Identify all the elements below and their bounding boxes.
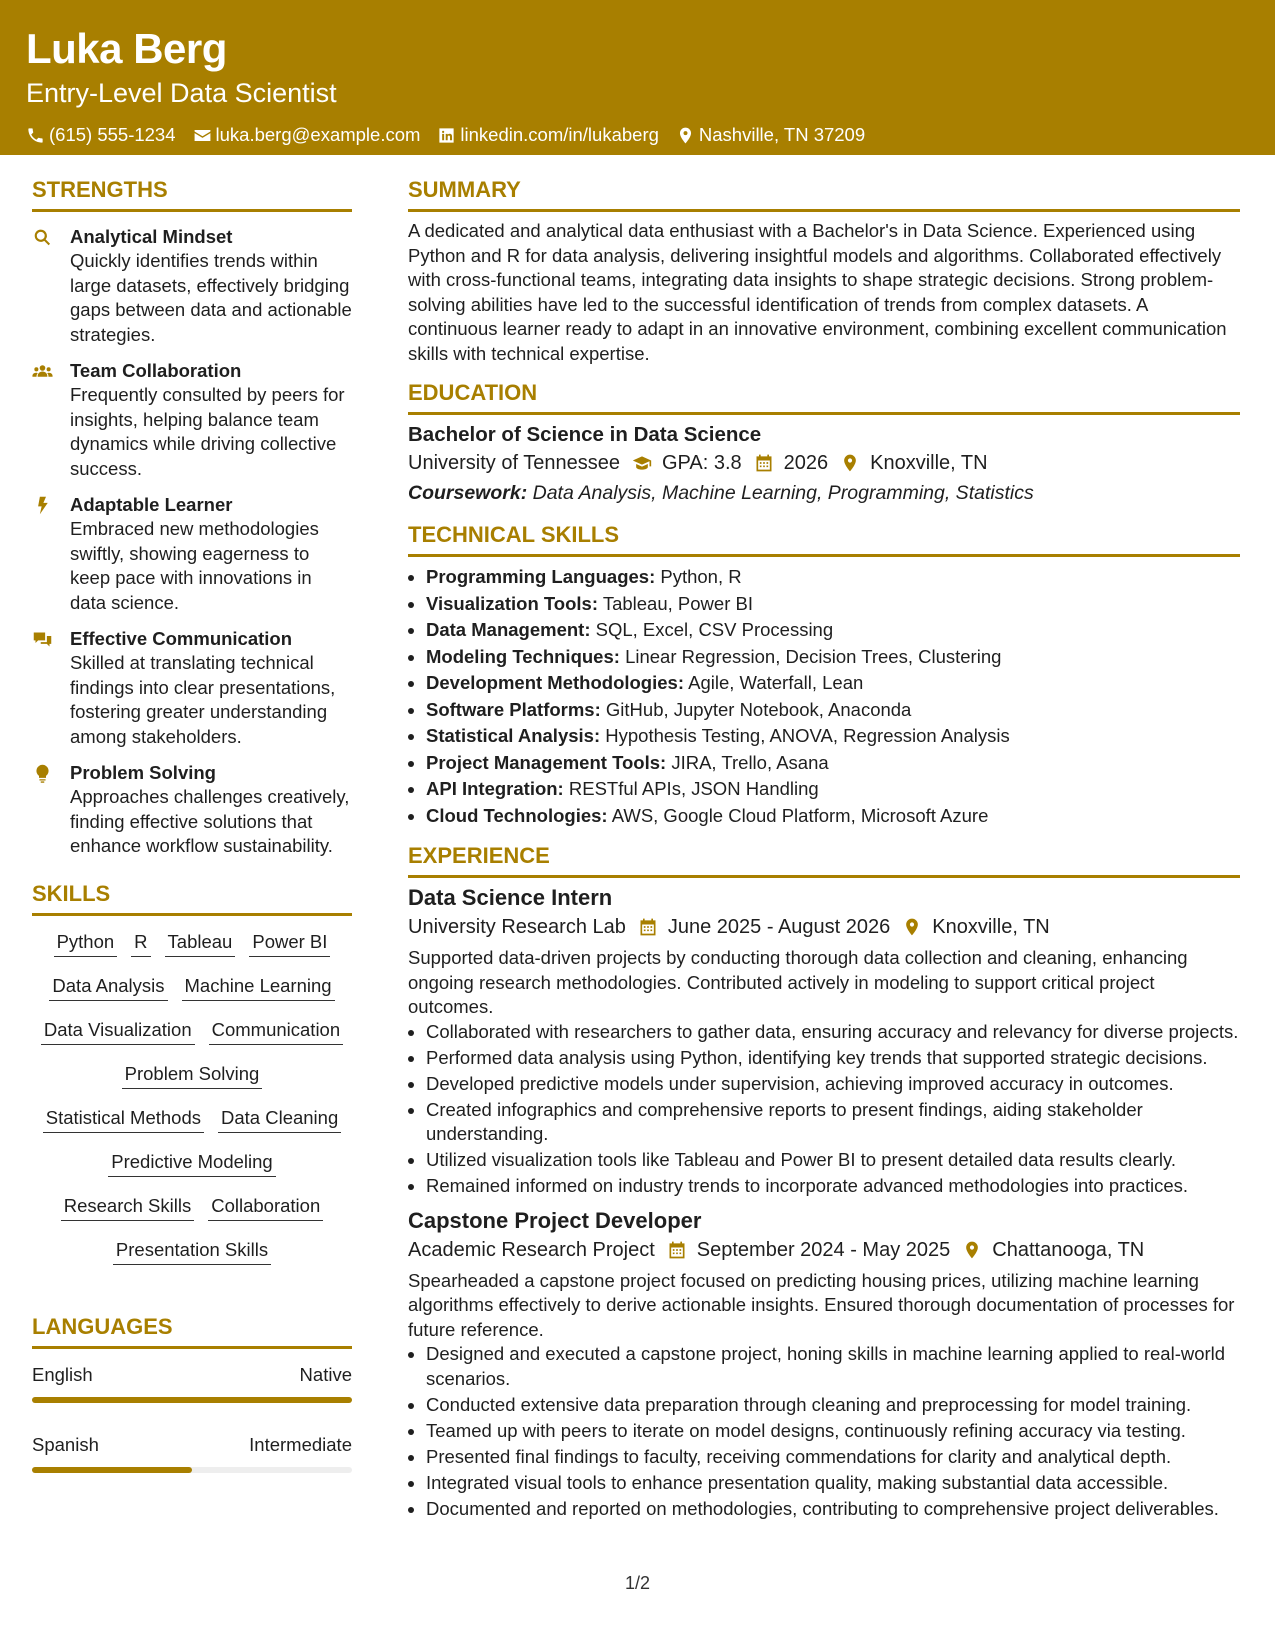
envelope-icon <box>193 126 212 145</box>
tech-skill-item: • Project Management Tools: JIRA, Trello, Asana <box>426 750 1240 777</box>
strengths-heading: STRENGTHS <box>32 177 352 212</box>
magnifier-icon <box>32 227 53 248</box>
strengths-section <box>32 177 352 859</box>
skill-tag: Presentation Skills <box>113 1238 271 1265</box>
strength-item <box>32 225 352 347</box>
map-pin-icon <box>902 917 922 937</box>
linkedin-text: linkedin.com/in/lukaberg <box>460 124 659 145</box>
tech-skill-item: • Cloud Technologies: AWS, Google Cloud Platform, Microsoft Azure <box>426 803 1240 830</box>
job-org: Academic Research Project <box>408 1238 655 1261</box>
education-meta <box>408 448 1240 478</box>
skill-tag: Statistical Methods <box>43 1106 204 1133</box>
job-bullet: • Documented and reported on methodologies, contributing to comprehensive project deliverables. <box>426 1497 1240 1522</box>
contact-phone <box>26 124 176 146</box>
language-level: Native <box>299 1363 352 1385</box>
language-bar <box>32 1467 352 1473</box>
graduation-year: 2026 <box>783 452 829 474</box>
strength-item <box>32 761 352 859</box>
tech-skill-item: • Development Methodologies: Agile, Waterfall, Lean <box>426 670 1240 697</box>
technical-skills-heading: TECHNICAL SKILLS <box>408 522 1240 557</box>
job-dates: June 2025 - August 2026 <box>667 916 891 938</box>
technical-skills-section <box>408 522 1240 829</box>
job-entry <box>408 1207 1240 1522</box>
language-item <box>32 1363 352 1403</box>
right-column <box>408 155 1240 1523</box>
tech-skill-item: • Data Management: SQL, Excel, CSV Processing <box>426 617 1240 644</box>
job-bullet: • Teamed up with peers to iterate on model designs, continuously refining accuracy via testing. <box>426 1419 1240 1444</box>
users-icon <box>32 361 53 382</box>
language-name: English <box>32 1363 93 1385</box>
language-name: Spanish <box>32 1433 99 1455</box>
strength-title: Team Collaboration <box>70 360 242 381</box>
job-bullet: • Utilized visualization tools like Tableau and Power BI to present detailed data results clearly. <box>426 1148 1240 1173</box>
job-org: University Research Lab <box>408 916 626 938</box>
strength-item <box>32 627 352 749</box>
language-level: Intermediate <box>249 1433 352 1455</box>
job-bullet: • Remained informed on industry trends to incorporate advanced methodologies into practices. <box>426 1174 1240 1199</box>
skill-tag: Tableau <box>165 930 236 957</box>
email-text: luka.berg@example.com <box>215 124 421 145</box>
calendar-icon <box>638 917 658 937</box>
strength-desc: Frequently consulted by peers for insights, helping balance team dynamics while driving collective success. <box>70 384 345 479</box>
contact-email[interactable] <box>193 124 421 146</box>
education-heading: EDUCATION <box>408 380 1240 415</box>
job-meta <box>408 1235 1240 1265</box>
skills-heading: SKILLS <box>32 881 352 916</box>
job-bullet: • Conducted extensive data preparation through cleaning and preprocessing for model training. <box>426 1393 1240 1418</box>
strength-desc: Approaches challenges creatively, finding effective solutions that enhance workflow sustainability. <box>70 786 350 856</box>
summary-heading: SUMMARY <box>408 177 1240 212</box>
strength-title: Adaptable Learner <box>70 494 233 515</box>
skill-tag: Communication <box>209 1018 344 1045</box>
calendar-icon <box>667 1240 687 1260</box>
skill-tag: Predictive Modeling <box>108 1150 275 1177</box>
tech-skill-item: • Visualization Tools: Tableau, Power BI <box>426 591 1240 618</box>
skill-tag: Python <box>54 930 118 957</box>
skills-list <box>32 916 352 1272</box>
language-bar-fill <box>32 1397 352 1403</box>
page-number: 1/2 <box>624 1573 651 1593</box>
chat-bubbles-icon <box>32 629 53 650</box>
candidate-title: Entry-Level Data Scientist <box>26 78 337 108</box>
lightbulb-icon <box>32 763 53 784</box>
skills-section <box>32 881 352 1272</box>
job-bullet: • Performed data analysis using Python, identifying key trends that supported strategic decisions. <box>426 1046 1240 1071</box>
job-bullet: • Designed and executed a capstone project, honing skills in machine learning applied to real-world scenarios. <box>426 1342 1240 1391</box>
map-pin-icon <box>962 1240 982 1260</box>
candidate-name: Luka Berg <box>26 25 227 72</box>
contact-location <box>676 124 865 146</box>
skill-tag: Research Skills <box>61 1194 195 1221</box>
skill-tag: Data Analysis <box>49 974 167 1001</box>
job-bullet: • Developed predictive models under supervision, achieving improved accuracy in outcomes. <box>426 1072 1240 1097</box>
job-title: Data Science Intern <box>408 885 613 910</box>
calendar-icon <box>754 453 774 473</box>
coursework-list: Data Analysis, Machine Learning, Programming, Statistics <box>532 482 1034 504</box>
phone-icon <box>26 126 45 145</box>
job-description: Supported data-driven projects by conducting thorough data collection and cleaning, enhancing ongoing research methodologies. Contributed actively in modeling to support critical project outcomes. <box>408 947 1188 1017</box>
school-location: Knoxville, TN <box>870 452 988 474</box>
language-item <box>32 1433 352 1473</box>
job-dates: September 2024 - May 2025 <box>696 1238 951 1261</box>
education-section <box>408 380 1240 508</box>
job-bullet: • Created infographics and comprehensive reports to present findings, aiding stakeholder understanding. <box>426 1098 1240 1147</box>
skill-tag: Data Cleaning <box>218 1106 341 1133</box>
job-bullet: • Integrated visual tools to enhance presentation quality, making substantial data accessible. <box>426 1471 1240 1496</box>
languages-section <box>32 1314 352 1473</box>
job-bullet: • Collaborated with researchers to gather data, ensuring accuracy and relevancy for diverse projects. <box>426 1020 1240 1045</box>
job-entry <box>408 884 1240 1199</box>
tech-skill-item: • Software Platforms: GitHub, Jupyter Notebook, Anaconda <box>426 697 1240 724</box>
summary-section <box>408 177 1240 366</box>
experience-heading: EXPERIENCE <box>408 843 1240 878</box>
summary-text: A dedicated and analytical data enthusiast with a Bachelor's in Data Science. Experienced using Python and R for data analysis, delivering insightful models and algorithms. Collaborated effectively with cross-functional teams, integrating data insights to shape strategic decisions. Strong problem-solving abilities have led to the successful identification of trends from complex datasets. A continuous learner ready to adapt in an innovative environment, combining excellent communication skills with technical expertise. <box>408 220 1227 364</box>
location-text: Nashville, TN 37209 <box>698 124 866 145</box>
job-location: Chattanooga, TN <box>992 1238 1145 1261</box>
tech-skill-item: • Programming Languages: Python, R <box>426 564 1240 591</box>
tech-skill-item: • Statistical Analysis: Hypothesis Testing, ANOVA, Regression Analysis <box>426 723 1240 750</box>
job-bullets <box>408 1342 1240 1521</box>
tech-skill-item: • Modeling Techniques: Linear Regression, Decision Trees, Clustering <box>426 644 1240 671</box>
map-pin-icon <box>840 453 860 473</box>
experience-section <box>408 843 1240 1521</box>
coursework <box>408 478 1240 508</box>
strength-desc: Embraced new methodologies swiftly, showing eagerness to keep pace with innovations in data science. <box>70 518 319 613</box>
skill-tag: Problem Solving <box>122 1062 263 1089</box>
bolt-icon <box>32 495 53 516</box>
language-bar <box>32 1397 352 1403</box>
graduation-cap-icon <box>632 453 652 473</box>
strength-title: Problem Solving <box>70 762 216 783</box>
job-bullet: • Presented final findings to faculty, receiving commendations for clarity and analytical depth. <box>426 1445 1240 1470</box>
school-name: University of Tennessee <box>408 452 620 474</box>
skill-tag: R <box>131 930 150 957</box>
language-bar-fill <box>32 1467 192 1473</box>
skill-tag: Machine Learning <box>182 974 335 1001</box>
technical-skills-list <box>408 564 1240 829</box>
coursework-label: Coursework: <box>408 482 528 504</box>
strength-title: Effective Communication <box>70 628 293 649</box>
phone-text: (615) 555-1234 <box>49 124 176 145</box>
job-location: Knoxville, TN <box>932 916 1050 938</box>
left-column <box>32 155 352 1503</box>
job-description: Spearheaded a capstone project focused on predicting housing prices, utilizing machine learning algorithms effectively to derive actionable insights. Ensured thorough documentation of processes for future reference. <box>408 1269 1235 1340</box>
contact-linkedin[interactable] <box>437 124 658 146</box>
degree-title: Bachelor of Science in Data Science <box>408 423 762 446</box>
job-title: Capstone Project Developer <box>408 1207 702 1233</box>
job-bullets <box>408 1020 1240 1199</box>
linkedin-icon <box>437 126 456 145</box>
map-pin-icon <box>676 126 695 145</box>
resume-header <box>0 0 1275 155</box>
gpa-text: GPA: 3.8 <box>661 452 742 474</box>
skill-tag: Collaboration <box>208 1194 323 1221</box>
job-meta <box>408 912 1240 942</box>
skill-tag: Data Visualization <box>41 1018 195 1045</box>
strength-title: Analytical Mindset <box>70 226 233 247</box>
strength-desc: Quickly identifies trends within large datasets, effectively bridging gaps between data and actionable strategies. <box>70 250 352 345</box>
contact-bar <box>26 124 1249 146</box>
tech-skill-item: • API Integration: RESTful APIs, JSON Handling <box>426 776 1240 803</box>
skill-tag: Power BI <box>249 930 330 957</box>
strength-item <box>32 359 352 481</box>
languages-heading: LANGUAGES <box>32 1314 352 1349</box>
strength-item <box>32 493 352 615</box>
strength-desc: Skilled at translating technical findings into clear presentations, fostering greater understanding among stakeholders. <box>70 652 336 747</box>
